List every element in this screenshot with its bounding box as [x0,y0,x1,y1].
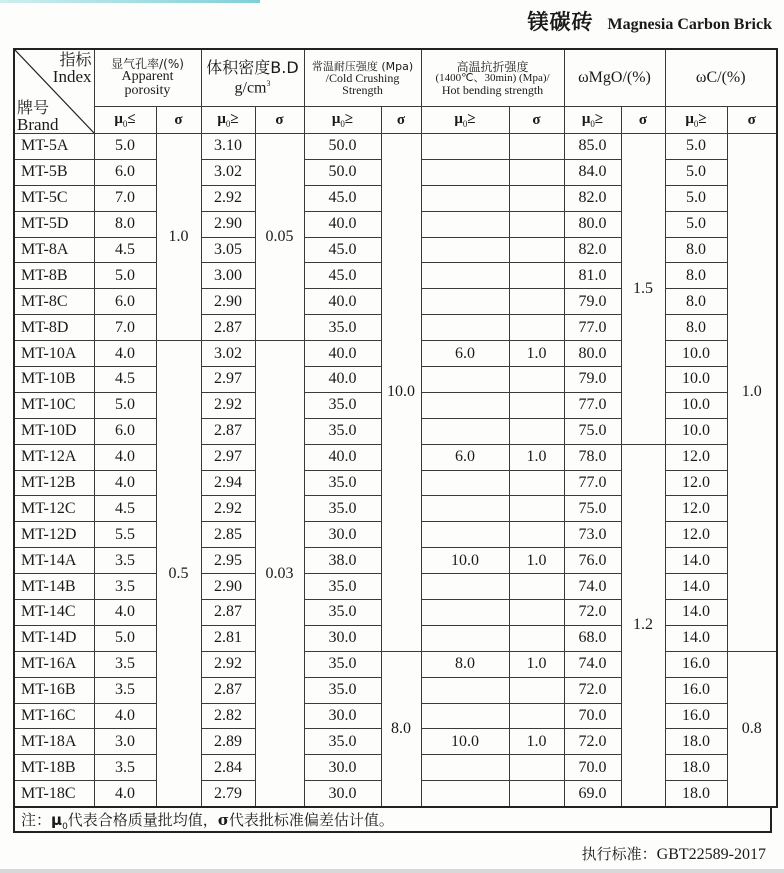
cold-crushing-header: 常温耐压强度 (Mpa) /Cold Crushing Strength [304,49,421,107]
porosity-cell: 3.0 [94,729,156,755]
brand-cell: MT-12B [14,470,94,496]
cold-crushing-cell: 35.0 [304,392,381,418]
hot-bending-cell: 6.0 [421,341,509,367]
hot-bending-sigma-cell [509,263,564,289]
density-cell: 3.10 [201,134,255,160]
density-sigma-cell: 0.05 [255,134,304,341]
brand-cell: MT-5D [14,211,94,237]
hot-bending-cell [421,263,509,289]
table-body [14,134,777,808]
carbon-cell: 8.0 [665,263,727,289]
density-sigma-header: σ [255,107,304,134]
hot-bending-cell [421,755,509,781]
cold-crushing-cell: 30.0 [304,781,381,807]
hot-bending-cell [421,600,509,626]
hot-bending-sigma-cell [509,677,564,703]
porosity-cell: 5.5 [94,522,156,548]
hot-bending-sigma-cell [509,418,564,444]
brand-cell: MT-5A [14,134,94,160]
hot-bending-sigma-cell: 1.0 [509,651,564,677]
mgo-cell: 78.0 [564,444,621,470]
ccs-sigma-cell: 8.0 [381,651,421,807]
mgo-cell: 72.0 [564,600,621,626]
carbon-cell: 8.0 [665,289,727,315]
porosity-cell: 4.5 [94,367,156,393]
hot-bending-cell [421,392,509,418]
hot-bending-cell [421,134,509,160]
brand-cell: MT-10C [14,392,94,418]
mgo-cell: 80.0 [564,341,621,367]
density-sigma-cell: 0.03 [255,341,304,808]
density-cell: 2.87 [201,315,255,341]
hot-bending-sigma-cell [509,522,564,548]
mgo-cell: 70.0 [564,703,621,729]
mgo-sigma-header: σ [621,107,665,134]
porosity-cell: 4.5 [94,496,156,522]
hmor-mu-header: $\mu_0\ge$ [421,107,509,134]
carbon-cell: 12.0 [665,470,727,496]
cold-crushing-cell: 40.0 [304,367,381,393]
density-cell: 2.97 [201,444,255,470]
brand-cell: MT-8D [14,315,94,341]
mgo-cell: 70.0 [564,755,621,781]
hot-bending-cell [421,418,509,444]
hot-bending-header: 高温抗折强度 (1400℃、30min) (Mpa)/ Hot bending strength [421,49,564,107]
brand-cell: MT-16B [14,677,94,703]
footnote: 注：$\mu_0$代表合格质量批均值，σ代表批标准偏差估计值。 [13,806,772,833]
cold-crushing-cell: 35.0 [304,600,381,626]
brand-cell: MT-12D [14,522,94,548]
hot-bending-sigma-cell [509,185,564,211]
porosity-cell: 5.0 [94,134,156,160]
hot-bending-sigma-cell [509,755,564,781]
carbon-cell: 16.0 [665,677,727,703]
cold-crushing-cell: 35.0 [304,470,381,496]
brand-label: 牌号 Brand [17,98,59,134]
density-cell: 2.95 [201,548,255,574]
mgo-cell: 68.0 [564,625,621,651]
hot-bending-cell: 10.0 [421,548,509,574]
carbon-cell: 18.0 [665,729,727,755]
cold-crushing-cell: 35.0 [304,729,381,755]
carbon-cell: 14.0 [665,600,727,626]
cold-crushing-cell: 40.0 [304,444,381,470]
cold-crushing-cell: 35.0 [304,315,381,341]
density-cell: 3.00 [201,263,255,289]
brand-cell: MT-14B [14,574,94,600]
carbon-cell: 8.0 [665,315,727,341]
corner-header-cell [14,49,94,134]
brand-cell: MT-10B [14,367,94,393]
brand-cell: MT-18A [14,729,94,755]
hot-bending-sigma-cell [509,703,564,729]
top-accent-bar [0,0,260,3]
density-cell: 2.84 [201,755,255,781]
hot-bending-cell [421,315,509,341]
index-label: 指标 Index [52,50,92,86]
hot-bending-cell [421,367,509,393]
hot-bending-sigma-cell: 1.0 [509,548,564,574]
mgo-cell: 74.0 [564,651,621,677]
hot-bending-sigma-cell [509,625,564,651]
density-cell: 2.90 [201,211,255,237]
mgo-cell: 77.0 [564,470,621,496]
title-en: Magnesia Carbon Brick [607,16,772,33]
mgo-mu-header: $\mu_0\ge$ [564,107,621,134]
hot-bending-sigma-cell [509,781,564,807]
porosity-cell: 7.0 [94,185,156,211]
mgo-cell: 77.0 [564,315,621,341]
carbon-cell: 16.0 [665,651,727,677]
cold-crushing-cell: 40.0 [304,341,381,367]
porosity-cell: 5.0 [94,625,156,651]
porosity-cell: 3.5 [94,677,156,703]
brand-cell: MT-14D [14,625,94,651]
porosity-cell: 4.0 [94,444,156,470]
mgo-cell: 75.0 [564,496,621,522]
brand-cell: MT-8C [14,289,94,315]
cold-crushing-cell: 40.0 [304,211,381,237]
brand-cell: MT-8B [14,263,94,289]
brand-cell: MT-18B [14,755,94,781]
c-sigma-cell: 1.0 [727,134,777,652]
density-cell: 2.90 [201,289,255,315]
hot-bending-cell [421,496,509,522]
brand-cell: MT-12A [14,444,94,470]
density-cell: 2.85 [201,522,255,548]
density-cell: 3.02 [201,341,255,367]
density-cell: 2.87 [201,677,255,703]
subheader-row [14,107,777,134]
brand-cell: MT-10A [14,341,94,367]
cold-crushing-cell: 50.0 [304,134,381,160]
hot-bending-cell [421,237,509,263]
hot-bending-sigma-cell [509,496,564,522]
cold-crushing-cell: 45.0 [304,263,381,289]
cold-crushing-cell: 40.0 [304,289,381,315]
brand-cell: MT-16A [14,651,94,677]
mgo-cell: 82.0 [564,237,621,263]
brand-cell: MT-16C [14,703,94,729]
density-cell: 2.94 [201,470,255,496]
hot-bending-sigma-cell: 1.0 [509,444,564,470]
mgo-cell: 76.0 [564,548,621,574]
hot-bending-sigma-cell [509,159,564,185]
hot-bending-sigma-cell [509,237,564,263]
carbon-cell: 12.0 [665,444,727,470]
hot-bending-cell [421,677,509,703]
carbon-cell: 10.0 [665,418,727,444]
density-cell: 2.92 [201,185,255,211]
carbon-cell: 5.0 [665,185,727,211]
carbon-cell: 14.0 [665,548,727,574]
density-cell: 2.82 [201,703,255,729]
hot-bending-cell [421,522,509,548]
density-cell: 2.81 [201,625,255,651]
porosity-sigma-header: σ [156,107,201,134]
mgo-cell: 69.0 [564,781,621,807]
porosity-sigma-cell: 0.5 [156,341,201,808]
mgo-cell: 79.0 [564,289,621,315]
porosity-cell: 4.0 [94,341,156,367]
hot-bending-cell [421,470,509,496]
mgo-cell: 82.0 [564,185,621,211]
hot-bending-sigma-cell [509,600,564,626]
hot-bending-cell [421,625,509,651]
density-cell: 2.87 [201,418,255,444]
cold-crushing-cell: 30.0 [304,755,381,781]
cold-crushing-cell: 30.0 [304,625,381,651]
porosity-cell: 5.0 [94,392,156,418]
hot-bending-cell [421,185,509,211]
density-cell: 3.02 [201,159,255,185]
page-title [528,6,772,36]
brand-cell: MT-14C [14,600,94,626]
hot-bending-sigma-cell: 1.0 [509,729,564,755]
cold-crushing-cell: 35.0 [304,496,381,522]
hot-bending-cell: 8.0 [421,651,509,677]
mgo-cell: 75.0 [564,418,621,444]
carbon-cell: 18.0 [665,755,727,781]
density-cell: 2.87 [201,600,255,626]
mgo-cell: 79.0 [564,367,621,393]
brand-cell: MT-12C [14,496,94,522]
brand-cell: MT-18C [14,781,94,807]
hot-bending-sigma-cell [509,470,564,496]
ccs-mu-header: $\mu_0\ge$ [304,107,381,134]
density-cell: 2.90 [201,574,255,600]
carbon-cell: 5.0 [665,211,727,237]
mgo-cell: 73.0 [564,522,621,548]
hot-bending-sigma-cell [509,315,564,341]
hot-bending-cell [421,159,509,185]
cold-crushing-cell: 30.0 [304,522,381,548]
porosity-cell: 6.0 [94,289,156,315]
hot-bending-sigma-cell [509,367,564,393]
carbon-cell: 5.0 [665,134,727,160]
cold-crushing-cell: 45.0 [304,237,381,263]
mgo-cell: 80.0 [564,211,621,237]
mgo-cell: 84.0 [564,159,621,185]
hot-bending-cell: 10.0 [421,729,509,755]
hot-bending-cell [421,703,509,729]
mgo-cell: 74.0 [564,574,621,600]
carbon-cell: 5.0 [665,159,727,185]
brand-cell: MT-5B [14,159,94,185]
brand-cell: MT-8A [14,237,94,263]
hot-bending-sigma-cell [509,211,564,237]
cold-crushing-cell: 35.0 [304,651,381,677]
ccs-sigma-cell: 10.0 [381,134,421,652]
porosity-cell: 3.5 [94,651,156,677]
cold-crushing-cell: 35.0 [304,418,381,444]
brand-cell: MT-5C [14,185,94,211]
carbon-cell: 10.0 [665,392,727,418]
porosity-cell: 4.0 [94,600,156,626]
hot-bending-cell: 6.0 [421,444,509,470]
hot-bending-sigma-cell [509,289,564,315]
density-cell: 2.92 [201,651,255,677]
brand-cell: MT-14A [14,548,94,574]
c-sigma-cell: 0.8 [727,651,777,807]
hot-bending-sigma-cell: 1.0 [509,341,564,367]
carbon-mu-header: $\mu_0\ge$ [665,107,727,134]
brand-cell: MT-10D [14,418,94,444]
cold-crushing-cell: 30.0 [304,703,381,729]
porosity-cell: 5.0 [94,263,156,289]
carbon-cell: 18.0 [665,781,727,807]
porosity-cell: 3.5 [94,755,156,781]
porosity-cell: 6.0 [94,159,156,185]
mgo-cell: 72.0 [564,729,621,755]
carbon-cell: 12.0 [665,522,727,548]
carbon-cell: 10.0 [665,341,727,367]
density-mu-header: $\mu_0\ge$ [201,107,255,134]
density-cell: 2.89 [201,729,255,755]
density-header: 体积密度B.D $g/cm^3$ [201,49,304,107]
table-row [14,134,777,160]
mgo-header: ωMgO/(%) [564,49,665,107]
porosity-cell: 8.0 [94,211,156,237]
hot-bending-sigma-cell [509,392,564,418]
hot-bending-sigma-cell [509,134,564,160]
mgo-cell: 77.0 [564,392,621,418]
porosity-cell: 3.5 [94,548,156,574]
carbon-cell: 14.0 [665,574,727,600]
hot-bending-cell [421,211,509,237]
hot-bending-cell [421,781,509,807]
carbon-cell: 8.0 [665,237,727,263]
spec-table [13,48,778,808]
hmor-sigma-header: σ [509,107,564,134]
mgo-cell: 81.0 [564,263,621,289]
porosity-cell: 3.5 [94,574,156,600]
cold-crushing-cell: 38.0 [304,548,381,574]
porosity-cell: 4.5 [94,237,156,263]
porosity-cell: 4.0 [94,703,156,729]
porosity-cell: 6.0 [94,418,156,444]
density-cell: 2.92 [201,392,255,418]
hot-bending-cell [421,289,509,315]
mgo-cell: 72.0 [564,677,621,703]
carbon-cell: 10.0 [665,367,727,393]
carbon-cell: 12.0 [665,496,727,522]
porosity-sigma-cell: 1.0 [156,134,201,341]
hot-bending-cell [421,574,509,600]
mgo-cell: 85.0 [564,134,621,160]
cold-crushing-cell: 50.0 [304,159,381,185]
porosity-cell: 4.0 [94,781,156,807]
porosity-header: 显气孔率/(%) Apparent porosity [94,49,201,107]
carbon-header: ωC/(%) [665,49,777,107]
density-cell: 2.97 [201,367,255,393]
density-cell: 2.79 [201,781,255,807]
carbon-cell: 16.0 [665,703,727,729]
standard-reference: 执行标准：GBT22589-2017 [581,845,766,863]
bottom-bar [0,869,784,873]
hot-bending-sigma-cell [509,574,564,600]
ccs-sigma-header: σ [381,107,421,134]
porosity-cell: 4.0 [94,470,156,496]
carbon-sigma-header: σ [727,107,777,134]
density-cell: 3.05 [201,237,255,263]
porosity-mu-header: $\mu_0\le$ [94,107,156,134]
density-cell: 2.92 [201,496,255,522]
carbon-cell: 14.0 [665,625,727,651]
mgo-sigma-cell: 1.5 [621,134,665,445]
mgo-sigma-cell: 1.2 [621,444,665,807]
cold-crushing-cell: 35.0 [304,677,381,703]
porosity-cell: 7.0 [94,315,156,341]
title-cn: 镁碳砖 [527,10,594,34]
cold-crushing-cell: 35.0 [304,574,381,600]
cold-crushing-cell: 45.0 [304,185,381,211]
